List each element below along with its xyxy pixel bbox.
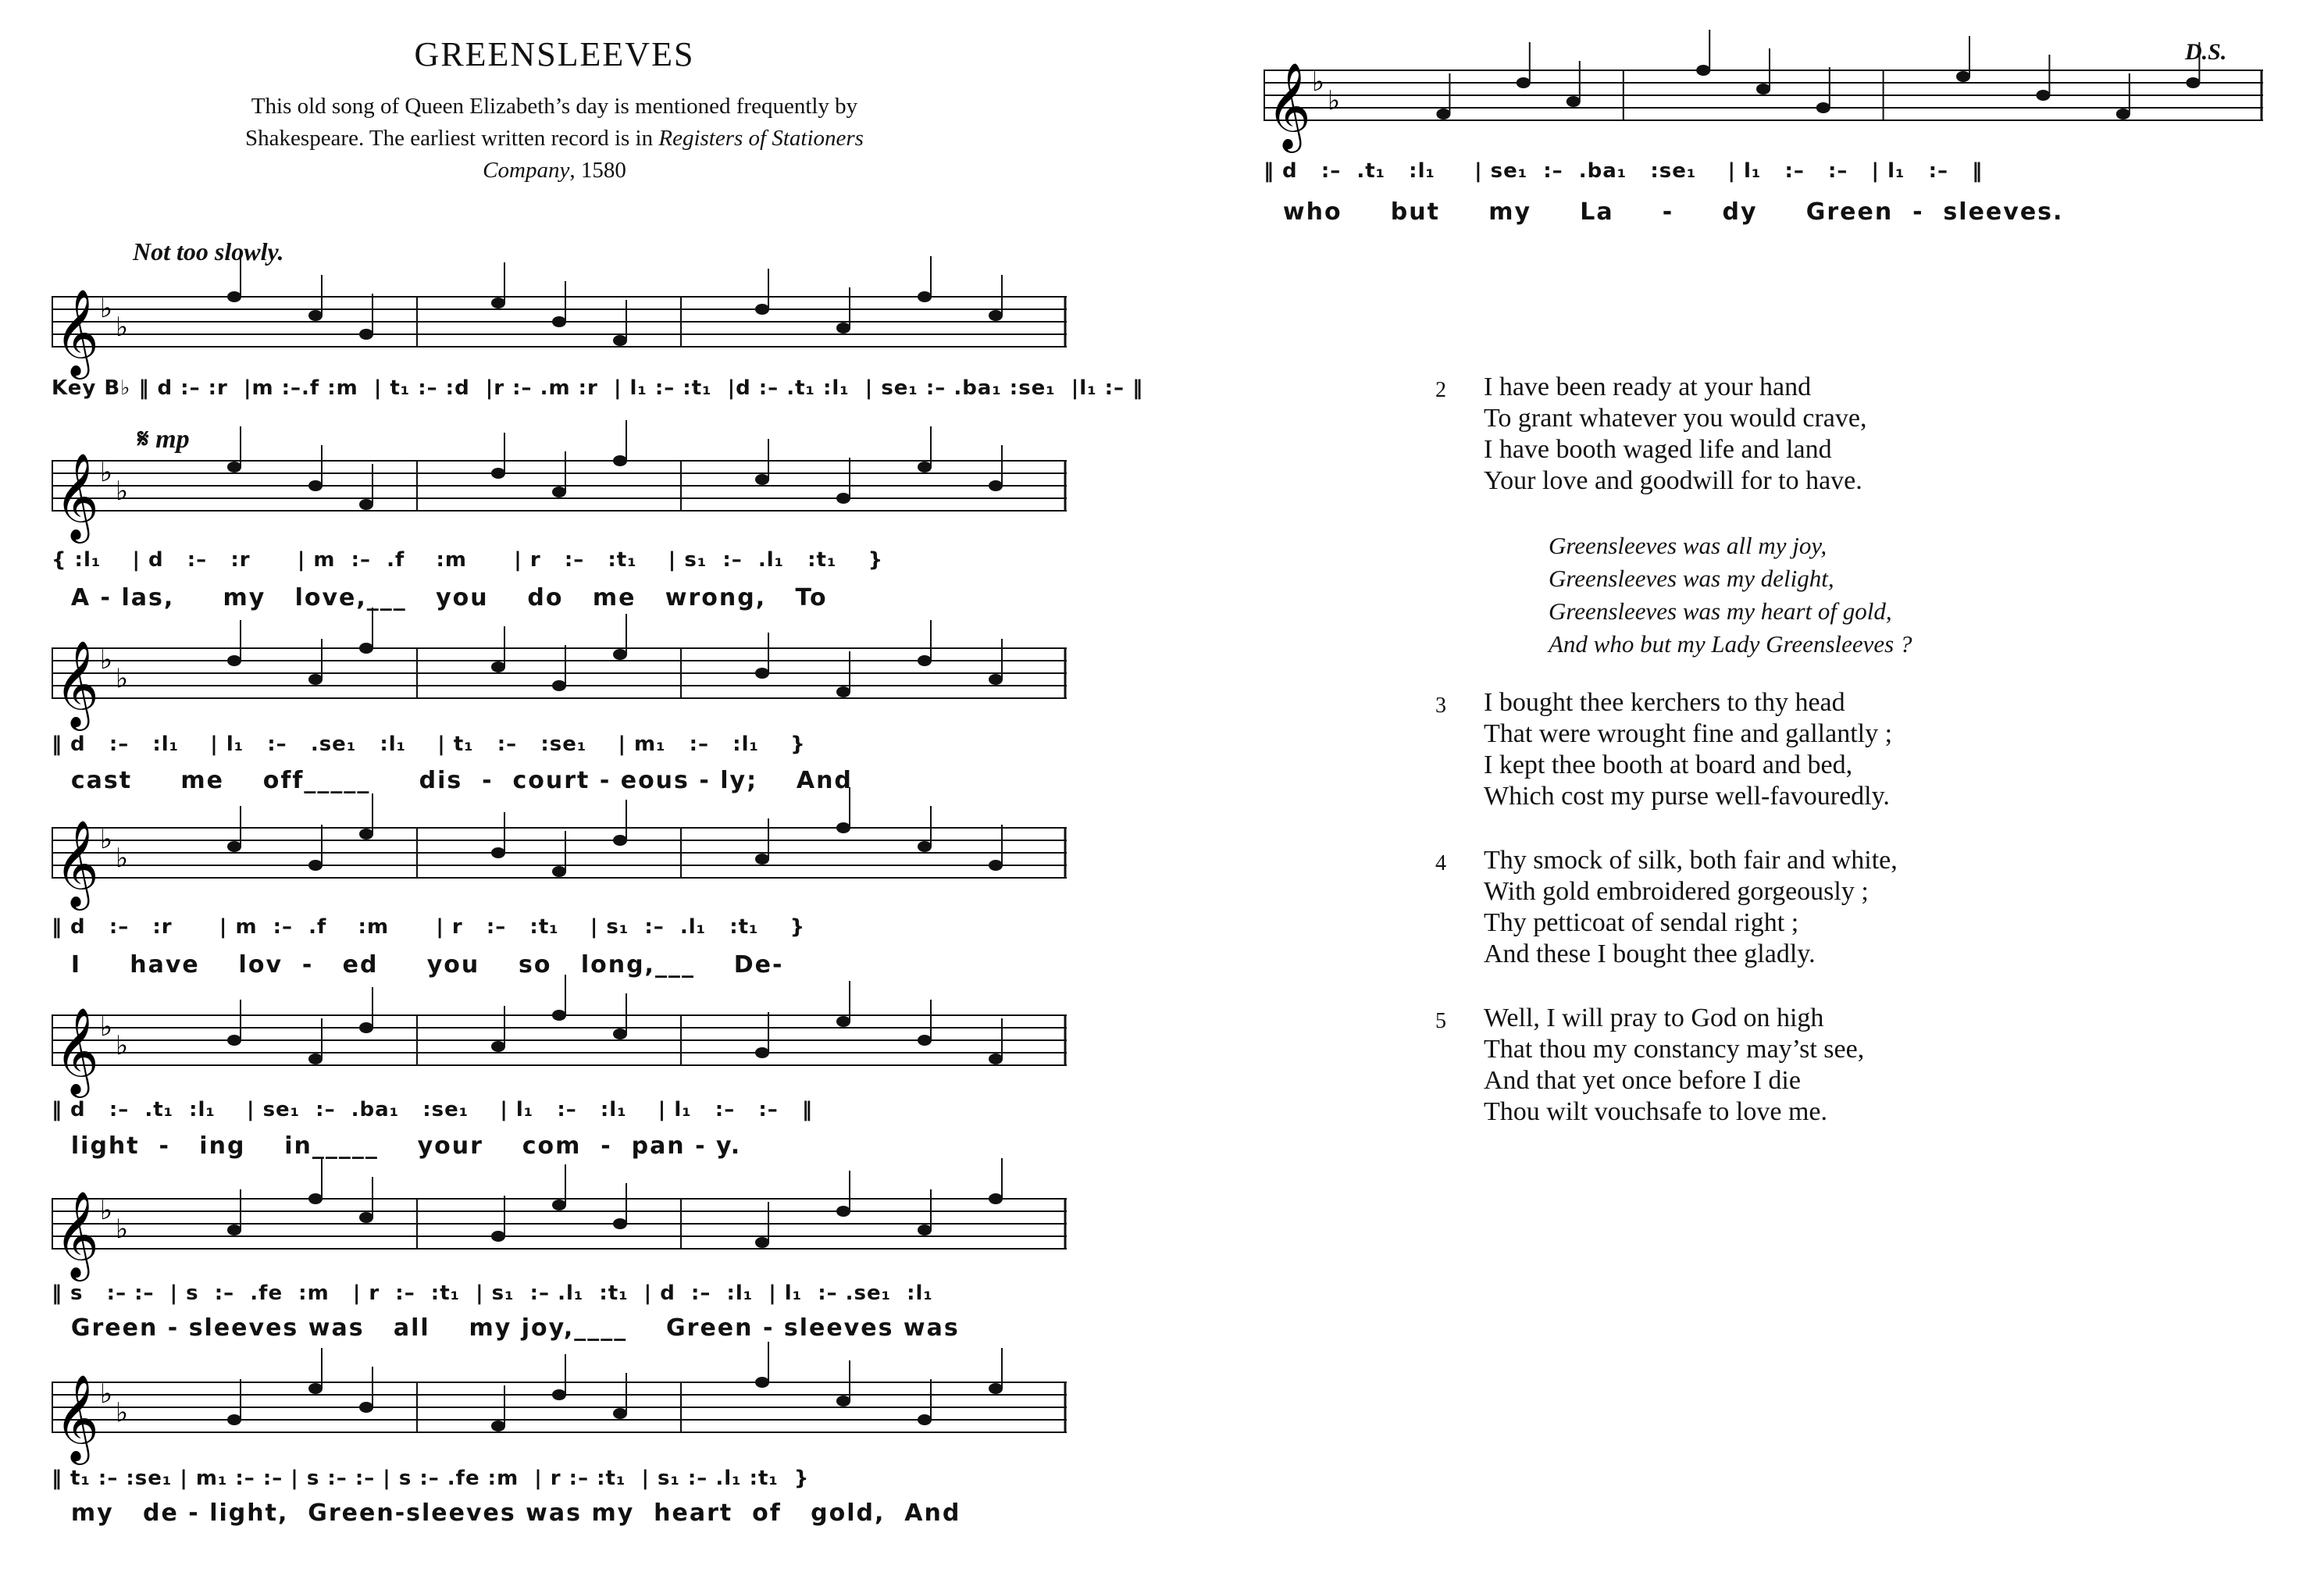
lyrics-line-5: light - ing in_____ your com - pan - y. xyxy=(52,1132,742,1160)
note-head xyxy=(836,1396,850,1407)
note-head xyxy=(918,1035,932,1046)
treble-clef-icon: 𝄞 xyxy=(55,640,99,727)
staff-4 xyxy=(52,812,1067,906)
note-head xyxy=(613,649,627,660)
note-head xyxy=(552,1389,566,1400)
verse-line: I have booth waged life and land xyxy=(1484,435,1832,464)
music-system-6 xyxy=(52,1183,1067,1342)
note-head xyxy=(491,298,505,308)
note-head xyxy=(836,323,850,333)
note-head xyxy=(2036,90,2050,101)
right-page xyxy=(1162,0,2324,1583)
note-head xyxy=(989,1193,1003,1204)
dynamic-mp: mp xyxy=(155,425,190,454)
note-head xyxy=(755,474,769,485)
verse-line: I kept thee booth at board and bed, xyxy=(1484,750,1853,779)
flat-icon: ♭ xyxy=(116,1030,129,1061)
music-system-1 xyxy=(52,281,1144,400)
note-head xyxy=(989,1383,1003,1394)
note-head xyxy=(359,1022,373,1033)
note-head xyxy=(491,1041,505,1052)
lyrics-line-7: my de - light, Green-sleeves was my heart of gold, And xyxy=(52,1499,961,1527)
treble-clef-icon: 𝄞 xyxy=(55,452,99,540)
note-head xyxy=(227,1225,241,1235)
note-head xyxy=(755,1237,769,1248)
chorus-line: And who but my Lady Greensleeves ? xyxy=(1549,630,1912,658)
note-head xyxy=(491,1231,505,1242)
note-head xyxy=(2186,77,2200,88)
intro-line-2 xyxy=(141,123,968,155)
chorus-line: Greensleeves was my delight, xyxy=(1549,565,1834,592)
note-head xyxy=(613,835,627,846)
note-head xyxy=(613,1218,627,1229)
note-head xyxy=(308,860,323,871)
solfa-line-6: ‖ s :– :– | s :– .fe :m | r :– :t₁ | s₁ :– .l₁ :t₁ | d :– :l₁ | l₁ :– .se₁ :l₁ xyxy=(52,1282,933,1305)
treble-clef-icon: 𝄞 xyxy=(55,1007,99,1094)
note-head xyxy=(359,499,373,510)
intro-line-3-a: Company xyxy=(483,158,570,183)
verse-line: I have been ready at your hand xyxy=(1484,373,1812,401)
note-head xyxy=(918,655,932,666)
note-head xyxy=(491,468,505,479)
note-head xyxy=(359,329,373,340)
flat-icon: ♭ xyxy=(116,843,129,874)
solfa-line-right: ‖ d :– .t₁ :l₁ | se₁ :– .ba₁ :se₁ | l₁ :– :– | l₁ :– ‖ xyxy=(1264,159,1984,183)
note-head xyxy=(308,674,323,685)
verse-4 xyxy=(1435,845,1898,970)
intro-line-2-b: Registers of Stationers xyxy=(658,126,864,151)
note-head xyxy=(359,1402,373,1413)
song-title: GREENSLEEVES xyxy=(414,35,695,73)
flat-icon: ♭ xyxy=(100,293,113,324)
note-head xyxy=(227,462,241,472)
flat-icon: ♭ xyxy=(100,1011,113,1043)
note-head xyxy=(227,291,241,302)
tempo-marking: Not too slowly. xyxy=(133,237,284,266)
staff-3 xyxy=(52,633,1067,726)
note-head xyxy=(491,661,505,672)
flat-icon: ♭ xyxy=(116,476,129,507)
note-head xyxy=(308,480,323,491)
music-system-5 xyxy=(52,1000,1067,1160)
lyrics-line-right: who but my La - dy Green - sleeves. xyxy=(1264,198,2064,226)
note-head xyxy=(1517,77,1531,88)
verse-5 xyxy=(1435,1003,1865,1128)
verse-line: With gold embroidered gorgeously ; xyxy=(1484,877,1869,906)
note-head xyxy=(989,1054,1003,1064)
note-head xyxy=(308,1193,323,1204)
note-head xyxy=(308,1054,323,1064)
note-head xyxy=(989,860,1003,871)
flat-icon: ♭ xyxy=(1312,66,1325,98)
ds-marking: D.S. xyxy=(2185,39,2227,65)
verse-line: Your love and goodwill for to have. xyxy=(1484,466,1862,495)
staff-1 xyxy=(52,281,1067,375)
verse-line: I bought thee kerchers to thy head xyxy=(1484,688,1845,717)
intro-line-2-a: Shakespeare. The earliest written record is in xyxy=(245,126,659,151)
verse-2 xyxy=(1435,372,1867,497)
note-head xyxy=(918,291,932,302)
staff-7 xyxy=(52,1367,1067,1460)
note-head xyxy=(1956,71,1970,82)
treble-clef-icon: 𝄞 xyxy=(55,288,99,376)
note-head xyxy=(491,1421,505,1431)
lyrics-line-3: cast me off_____ dis - court - eous - ly; And xyxy=(52,767,853,794)
chorus-line: Greensleeves was my heart of gold, xyxy=(1549,597,1892,625)
note-head xyxy=(359,643,373,654)
note-head xyxy=(613,1408,627,1419)
solfa-line-4: ‖ d :– :r | m :– .f :m | r :– :t₁ | s₁ :– .l₁ :t₁ } xyxy=(52,915,806,939)
note-head xyxy=(552,1010,566,1021)
note-head xyxy=(613,1029,627,1039)
verse-line: Thou wilt vouchsafe to love me. xyxy=(1484,1097,1828,1126)
note-head xyxy=(359,829,373,840)
intro-line-3-b: , 1580 xyxy=(569,158,626,183)
intro-line-1: This old song of Queen Elizabeth’s day is mentioned frequently by xyxy=(251,94,858,119)
verse-number: 5 xyxy=(1435,1009,1446,1033)
treble-clef-icon: 𝄞 xyxy=(1267,62,1311,149)
note-head xyxy=(1567,96,1581,107)
treble-clef-icon: 𝄞 xyxy=(55,1374,99,1461)
note-head xyxy=(755,1047,769,1058)
staff-2 xyxy=(52,445,1067,539)
verse-line: To grant whatever you would crave, xyxy=(1484,404,1867,433)
note-head xyxy=(227,841,241,852)
note-head xyxy=(918,841,932,852)
note-head xyxy=(552,866,566,877)
note-head xyxy=(613,335,627,346)
note-head xyxy=(552,487,566,497)
flat-icon: ♭ xyxy=(100,824,113,855)
note-head xyxy=(918,462,932,472)
flat-icon: ♭ xyxy=(100,457,113,488)
note-head xyxy=(552,680,566,691)
note-head xyxy=(989,310,1003,321)
flat-icon: ♭ xyxy=(100,644,113,676)
lyrics-line-4: I have lov - ed you so long,___ De- xyxy=(52,951,784,979)
verse-line: And these I bought thee gladly. xyxy=(1484,939,1816,968)
note-head xyxy=(918,1225,932,1235)
note-head xyxy=(227,1035,241,1046)
treble-clef-icon: 𝄞 xyxy=(55,819,99,907)
note-head xyxy=(1696,65,1710,76)
intro-line-3 xyxy=(141,155,968,187)
verse-line: Thy smock of silk, both fair and white, xyxy=(1484,846,1898,875)
verse-line: That were wrought fine and gallantly ; xyxy=(1484,719,1893,748)
solfa-line-5: ‖ d :– .t₁ :l₁ | se₁ :– .ba₁ :se₁ | l₁ :– :l₁ | l₁ :– :– ‖ xyxy=(52,1098,813,1121)
dynamic-marking: 𝄋 mp xyxy=(137,425,190,454)
lyrics-line-2: A - las, my love,___ you do me wrong, To xyxy=(52,584,828,611)
note-head xyxy=(308,310,323,321)
note-head xyxy=(613,455,627,466)
verse-line: And that yet once before I die xyxy=(1484,1066,1801,1095)
note-head xyxy=(836,686,850,697)
note-head xyxy=(1816,102,1830,113)
flat-icon: ♭ xyxy=(116,1397,129,1428)
note-head xyxy=(227,1414,241,1425)
flat-icon: ♭ xyxy=(100,1195,113,1226)
note-head xyxy=(755,854,769,865)
staff-6 xyxy=(52,1183,1067,1277)
verse-line: Well, I will pray to God on high xyxy=(1484,1004,1824,1032)
note-head xyxy=(1756,84,1770,94)
flat-icon: ♭ xyxy=(116,1214,129,1245)
chorus-line: Greensleeves was all my joy, xyxy=(1549,532,1827,559)
note-head xyxy=(308,1383,323,1394)
music-system-3 xyxy=(52,633,1067,794)
note-head xyxy=(552,316,566,327)
flat-icon: ♭ xyxy=(1328,85,1341,116)
verse-3 xyxy=(1435,687,1893,812)
note-head xyxy=(836,822,850,833)
flat-icon: ♭ xyxy=(116,663,129,694)
verse-number: 2 xyxy=(1435,378,1446,402)
note-head xyxy=(552,1200,566,1210)
flat-icon: ♭ xyxy=(100,1378,113,1410)
note-head xyxy=(755,668,769,679)
music-system-4 xyxy=(52,812,1067,979)
note-head xyxy=(755,304,769,315)
solfa-line-2: { :l₁ | d :– :r | m :– .f :m | r :– :t₁ | s₁ :– .l₁ :t₁ } xyxy=(52,548,884,572)
note-head xyxy=(1436,109,1450,119)
note-head xyxy=(491,847,505,858)
flat-icon: ♭ xyxy=(116,312,129,343)
solfa-line-1: Key B♭ ‖ d :– :r |m :–.f :m | t₁ :– :d |r :– .m :r | l₁ :– :t₁ |d :– .t₁ :l₁ | se₁ :– .ba₁ :se₁ |l₁ :– ‖ xyxy=(52,376,1144,400)
verse-line: That thou my constancy may’st see, xyxy=(1484,1035,1865,1064)
note-head xyxy=(989,674,1003,685)
note-head xyxy=(836,1016,850,1027)
lyrics-line-6: Green - sleeves was all my joy,____ Green - sleeves was xyxy=(52,1314,960,1342)
verse-line: Which cost my purse well-favouredly. xyxy=(1484,782,1890,811)
music-system-7 xyxy=(52,1367,1067,1527)
note-head xyxy=(359,1212,373,1223)
chorus xyxy=(1549,529,1912,661)
verse-line: Thy petticoat of sendal right ; xyxy=(1484,908,1799,937)
note-head xyxy=(227,655,241,666)
music-system-right xyxy=(1264,55,2263,226)
note-head xyxy=(918,1414,932,1425)
staff-right xyxy=(1264,55,2263,148)
note-head xyxy=(836,493,850,504)
music-system-2 xyxy=(52,425,1067,611)
treble-clef-icon: 𝄞 xyxy=(55,1190,99,1278)
intro-text xyxy=(141,91,968,187)
note-head xyxy=(755,1377,769,1388)
note-head xyxy=(989,480,1003,491)
solfa-line-7: ‖ t₁ :– :se₁ | m₁ :– :– | s :– :– | s :– .fe :m | r :– :t₁ | s₁ :– .l₁ :t₁ } xyxy=(52,1467,810,1490)
verse-number: 4 xyxy=(1435,851,1446,875)
verse-number: 3 xyxy=(1435,693,1446,718)
staff-5 xyxy=(52,1000,1067,1093)
note-head xyxy=(2116,109,2130,119)
solfa-line-3: ‖ d :– :l₁ | l₁ :– .se₁ :l₁ | t₁ :– :se₁ | m₁ :– :l₁ } xyxy=(52,733,806,756)
note-head xyxy=(836,1206,850,1217)
